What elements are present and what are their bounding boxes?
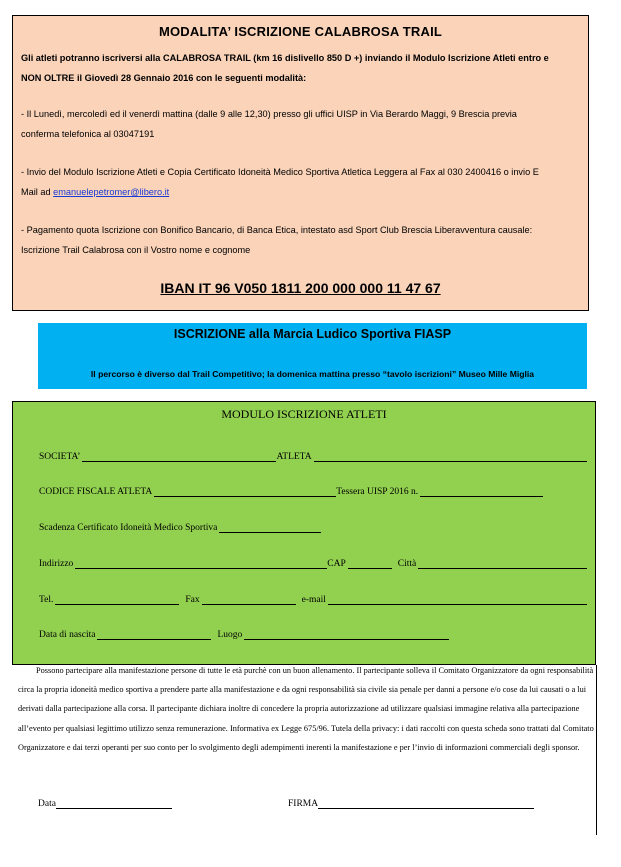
label-luogo: Luogo xyxy=(217,630,243,640)
label-societa: SOCIETA’ xyxy=(39,452,81,462)
label-data-nascita: Data di nascita xyxy=(39,630,96,640)
label-firma: FIRMA xyxy=(288,799,319,809)
indirizzo-field[interactable] xyxy=(75,558,327,569)
label-tel: Tel. xyxy=(39,595,54,605)
item3-line-2: Iscrizione Trail Calabrosa con il Vostro nome e cognome xyxy=(21,245,251,255)
item1-line-2: conferma telefonica al 03047191 xyxy=(21,129,155,139)
tel-field[interactable] xyxy=(55,594,179,605)
tessera-field[interactable] xyxy=(420,486,543,497)
row-nascita xyxy=(39,629,587,640)
scadenza-field[interactable] xyxy=(219,522,321,533)
row-codice-fiscale xyxy=(39,486,587,497)
iban: IBAN IT 96 V050 1811 200 000 000 11 47 67 xyxy=(160,280,441,296)
signature-firma xyxy=(288,798,534,809)
email-link[interactable]: emanuelepetromer@libero.it xyxy=(53,187,170,197)
row-contatti xyxy=(39,594,587,605)
item2-line-1: - Invio del Modulo Iscrizione Atleti e Copia Certificato Idoneità Medico Sportiva Atletica Leggera al Fax al 030 2400416 o invio E xyxy=(21,167,539,177)
label-atleta: ATLETA xyxy=(276,452,312,462)
label-indirizzo: Indirizzo xyxy=(39,559,74,569)
item1-line-1: - Il Lunedì, mercoledì ed il venerdì mattina (dalle 9 alle 12,30) presso gli uffici UISP in Via Berardo Maggi, 9 Brescia previa xyxy=(21,109,517,119)
calabrosa-section xyxy=(12,15,589,311)
fiasp-subtitle: Il percorso è diverso dal Trail Competitivo; la domenica mattina presso “tavolo iscrizioni” Museo Mille Miglia xyxy=(90,369,535,379)
item3-line-1: - Pagamento quota Iscrizione con Bonifico Bancario, di Banca Etica, intestato asd Sport Club Brescia Liberavventura causale: xyxy=(21,225,533,235)
label-fax: Fax xyxy=(185,595,200,605)
legal-text: Possono partecipare alla manifestazione persone di tutte le età purchè con un buon allenamento. Il partecipante solleva il Comitato Organizzatore da ogni responsabilità circa la propria idoneità medico sportiva a prendere parte alla manifestazione e da ogni responsabilità sia civile sia penale per danni a persone e/o cose da lui causati o a lui derivati dalla partecipazione alla corsa. Il partecipante dichiara inoltre di concedere la propria autorizzazione ad utilizzare qualsiasi immagine relativa alla partecipazione all’evento per qualsiasi legittimo utilizzo senza remunerazione. Informativa ex Legge 675/96. Tutela della privacy: i dati raccolti con questa scheda sono trattati dal Comitato Organizzatore e dai terzi operanti per suo conto per lo svolgimento degli adempimenti inerenti la manifestazione e per l’invio di informazioni commerciali degli sponsor. xyxy=(18,666,594,752)
societa-field[interactable] xyxy=(82,451,276,462)
modulo-title: MODULO ISCRIZIONE ATLETI xyxy=(221,407,387,421)
row-indirizzo xyxy=(39,558,587,569)
intro-line-1: Gli atleti potranno iscriversi alla CALABROSA TRAIL (km 16 dislivello 850 D +) inviando il Modulo Iscrizione Atleti entro e xyxy=(21,53,549,63)
intro-line-2: NON OLTRE il Giovedì 28 Gennaio 2016 con le seguenti modalità: xyxy=(21,73,307,83)
label-codice-fiscale: CODICE FISCALE ATLETA xyxy=(39,487,153,497)
label-scadenza: Scadenza Certificato Idoneità Medico Sportiva xyxy=(39,523,218,533)
modulo-section xyxy=(12,401,596,665)
fiasp-section xyxy=(38,323,587,389)
fiasp-title: ISCRIZIONE alla Marcia Ludico Sportiva FIASP xyxy=(173,327,452,341)
label-citta: Città xyxy=(397,559,417,569)
citta-field[interactable] xyxy=(418,558,587,569)
cap-field[interactable] xyxy=(348,558,392,569)
atleta-field[interactable] xyxy=(314,451,587,462)
label-email: e-mail xyxy=(301,595,326,605)
row-societa-atleta xyxy=(39,451,587,462)
calabrosa-title: MODALITA’ ISCRIZIONE CALABROSA TRAIL xyxy=(158,24,443,39)
item2-mail-prefix: Mail ad xyxy=(21,187,54,197)
luogo-field[interactable] xyxy=(244,629,449,640)
fax-field[interactable] xyxy=(202,594,296,605)
email-field[interactable] xyxy=(328,594,587,605)
codice-fiscale-field[interactable] xyxy=(154,486,336,497)
firma-field[interactable] xyxy=(318,798,534,809)
label-data: Data xyxy=(38,799,56,809)
label-cap: CAP xyxy=(327,559,346,569)
label-tessera: Tessera UISP 2016 n. xyxy=(336,487,419,497)
data-field[interactable] xyxy=(56,798,172,809)
data-nascita-field[interactable] xyxy=(97,629,211,640)
item2-line-2 xyxy=(21,182,583,202)
row-scadenza xyxy=(39,522,587,533)
signature-date xyxy=(38,798,172,809)
